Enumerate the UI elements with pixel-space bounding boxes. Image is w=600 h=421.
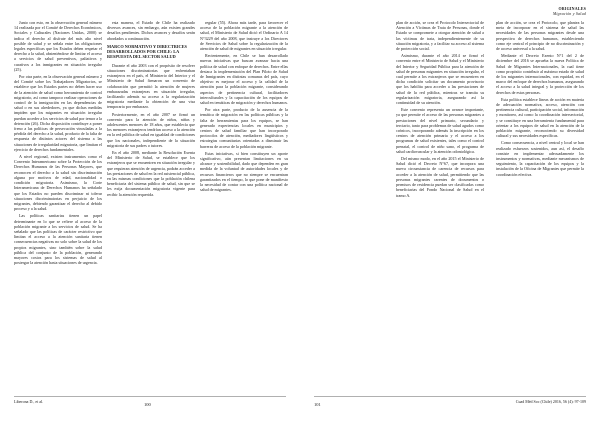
left-footer-author: Liberona D., et al. xyxy=(14,399,44,404)
left-page-column-3 xyxy=(200,20,288,392)
paragraph: Estas iniciativas, si bien constituyen un aporte significativo, aún presentan limitaciones en su alcance y sostenibilidad, dado que dependen en gran medida de la voluntad de autoridades locales y de recursos financieros que no siempre se encuentran garantizados en el tiempo, lo que pone de manifiesto la necesidad de contar con una política nacional de salud de migrantes. xyxy=(200,150,288,193)
right-page xyxy=(300,0,600,421)
paragraph: plan de acción, se crea el Protocolo Intersectorial de Atención a Víctimas de Trata de Personas, donde el Estado se compromete a otorgar atención de salud a las víctimas de trata, independientemente de su situación migratoria, y a facilitar su acceso al sistema de protección social. xyxy=(396,20,484,52)
header-topic: Migración y Salud xyxy=(552,11,586,16)
running-header xyxy=(553,6,586,16)
paragraph: Por otra parte, producto de la ausencia de la temática de migración en las políticas públicas y la falta de herramientas para los equipos, se han generado experiencias locales en municipios y centros de salud familiar que han incorporado protocolos de atención, mediadores lingüísticos y estrategias comunitarias orientadas a disminuir las barreras de acceso de la población migrante. xyxy=(200,107,288,149)
paragraph: regular (55). Ahora más tarde, para favorecer el acceso de la población migrante a la atención de salud, el Ministerio de Salud dictó el Ordinario A 14 N°3229 del año 2008, que instruye a los Directores de Servicios de Salud sobre la regularización de la atención de salud de migrantes en situación irregular. xyxy=(200,20,288,52)
paragraph: Esta política establece líneas de acción en materia de adecuación normativa, acceso, atención con pertinencia cultural, participación social, información y monitoreo, así como la coordinación intersectorial, y se constituye en una herramienta fundamental para orientar a los equipos de salud en la atención de la población migrante, reconociendo su diversidad cultural y sus necesidades específicas. xyxy=(496,96,584,139)
paragraph: Recientemente, en Chile se han desarrollado nuevas iniciativas que buscan avanzar hacia una política de salud con enfoque de derechos. Entre ellas destaca la implementación del Plan Piloto de Salud de Inmigrantes en distintas comunas del país, cuyo objetivo es mejorar el acceso y la calidad de la atención para la población migrante, considerando aspectos de pertinencia cultural, facilitadores interculturales y la capacitación de los equipos de salud en temáticas de migración y derechos humanos. xyxy=(200,53,288,106)
left-footer-rule xyxy=(14,396,286,397)
paragraph: esta manera, el Estado de Chile ha realizado diversos avances, sin embargo, aún existen grandes desafíos pendientes. Dichos avances y desafíos serán abordados a continuación. xyxy=(107,20,195,41)
left-page-column-2 xyxy=(107,20,195,392)
right-footer-rule xyxy=(314,396,586,397)
left-page-number: 100 xyxy=(144,402,151,407)
paragraph: Como consecuencia, a nivel central y local se han realizado esfuerzos sostenidos, aun así, el desafío consiste en implementar adecuadamente los instrumentos y normativas, mediante mecanismos de seguimiento, la capacitación de los equipos y la instalación de la Oficina de Migrantes que permite la coordinación efectiva. xyxy=(496,140,584,177)
paragraph: Asimismo, durante el año 2014 se firmó el convenio entre el Ministerio de Salud y el Ministerio del Interior y Seguridad Pública para la atención de salud de personas migrantes en situación irregular, el cual permite a los extranjeros que se encuentren en dicha condición solicitar un documento provisorio que los habilita para acceder a las prestaciones de salud de la red pública, mientras se tramita su regularización migratoria, asegurando así la continuidad de su atención. xyxy=(396,53,484,106)
paragraph: Mediante el Decreto Exento N°1 del 2 de diciembre del 2016 se aprueba la nueva Política de Salud de Migrantes Internacionales, la cual tiene como propósito contribuir al máximo estado de salud de los migrantes internacionales, con equidad, en el marco del enfoque de derechos humanos, asegurando el acceso a la salud integral y la protección de los derechos de estas personas. xyxy=(496,53,584,95)
paragraph: Durante el año 2003 con el propósito de resolver situaciones discriminatorias que enfrentaban extranjeros en el país, el Ministerio del Interior y el Ministerio de Salud firmaron un convenio de colaboración que permitió la atención de mujeres embarazadas extranjeras en situación irregular, facilitando además su acceso a la regularización migratoria mediante la obtención de una visa temporaria por embarazo. xyxy=(107,62,195,110)
paragraph: Junto con esto, en la observación general número 14 realizada por el Comité de Derechos Económicos, Sociales y Culturales (Naciones Unidas, 2000) se indica el derecho al disfrute del más alto nivel posible de salud y se señala entre las obligaciones legales específicas que los Estados deben respetar el derecho a la salud, absteniéndose de limitar el acceso a servicios de salud preventivos, paliativos y curativos a los inmigrantes en situación irregular (25). xyxy=(14,20,102,72)
left-page-column-1 xyxy=(14,20,102,392)
right-page-column-1 xyxy=(396,20,484,392)
paragraph: Este convenio representa un avance importante, ya que permite el acceso de las personas migrantes a prestaciones del nivel primario, secundario y terciario, tanto para problemas de salud agudos como crónicos, incorporando además la inscripción en los centros de atención primaria y el acceso a los programas de salud existentes, tales como el control prenatal, el control de niño sano, el programa de salud cardiovascular y la atención odontológica. xyxy=(396,107,484,154)
paragraph: Del mismo modo, en el año 2015 el Ministerio de Salud dictó el Decreto N°67, que incorpora una nueva circunstancia de carencia de recursos para acceder a la atención de salud, permitiendo que las personas migrantes carentes de documentos o permisos de residencia puedan ser clasificadas como beneficiarias del Fondo Nacional de Salud en el tramo A. xyxy=(396,156,484,198)
paragraph: plan de acción, se crea el Protocolo, que plantea la meta de incorporar en el sistema de salud las necesidades de las personas migrantes desde una perspectiva de derechos humanos, estableciendo como eje central el principio de no discriminación y de acceso universal a la salud. xyxy=(496,20,584,52)
right-page-column-2 xyxy=(496,20,584,392)
paragraph: Posteriormente, en el año 2007 se firmó un convenio para la atención de niños, niñas y adolescentes menores de 18 años, que establecía que los menores extranjeros tendrían acceso a la atención en la red pública de salud en igualdad de condiciones que los nacionales, independiente de la situación migratoria de sus padres o tutores. xyxy=(107,111,195,148)
section-heading: MARCO NORMATIVO Y DIRECTRICES DESARROLLADOS POR CHILE: LA RESPUESTA DEL SECTOR SALUD xyxy=(107,43,187,60)
right-page-number: 101 xyxy=(314,402,321,407)
paragraph: En el año 2008, mediante la Resolución Exenta del Ministerio de Salud, se establece que los extranjeros que se encuentren en situación irregular y que requieran atención de urgencia, podrán acceder a las prestaciones de salud en la red asistencial pública, en las mismas condiciones que la población chilena beneficiaria del sistema público de salud, sin que se les exija documentación migratoria vigente para recibir la atención requerida. xyxy=(107,149,195,197)
paragraph: A nivel regional, existen instrumentos como el Convenio Interamericano sobre la Protección de los Derechos Humanos de las Personas Mayores, que reconocen el derecho a la salud sin discriminación alguna por motivos de edad, nacionalidad o condición migratoria. Asimismo, la Corte Interamericana de Derechos Humanos ha señalado que los Estados no pueden discriminar ni tolerar situaciones discriminatorias en perjuicio de los migrantes, debiendo garantizar el derecho al debido proceso y a la salud. xyxy=(14,154,102,212)
right-footer-journal: Cuad Méd Soc (Chile) 2016, 56 (4): 97-109 xyxy=(515,399,586,404)
header-section: ORIGINALES xyxy=(558,6,586,11)
paragraph: Por otra parte, en la observación general número 2 del Comité sobre los Trabajadores Migratorios, se establece que los Estados partes no deben hacer uso de la atención de salud como herramienta de control migratorio, así como tampoco realizar operaciones de control de la inmigración en las dependencias de salud o en sus alrededores, ya que dichas medidas impiden que los migrantes en situación irregular puedan acceder a los servicios de salud por temor a la detención (26). Dicha disposición contribuye a poner freno a las políticas de persecución vinculadas a la pérdida del derecho a la salud, producto de la falta de respuesta de distintos actores del sistema a las situaciones de irregularidad migratoria, que limitan el ejercicio de derechos fundamentales. xyxy=(14,74,102,152)
paragraph: Las políticas sanitarias tienen un papel determinante en lo que se refiere al acceso de la población migrante a los servicios de salud. Se ha señalado que las políticas de carácter restrictivo que limitan el acceso a la atención sanitaria tienen consecuencias negativas no solo sobre la salud de los propios migrantes, sino también sobre la salud pública del conjunto de la población, generando mayores costos para los sistemas de salud al postergar la atención hasta situaciones de urgencia. xyxy=(14,213,102,266)
